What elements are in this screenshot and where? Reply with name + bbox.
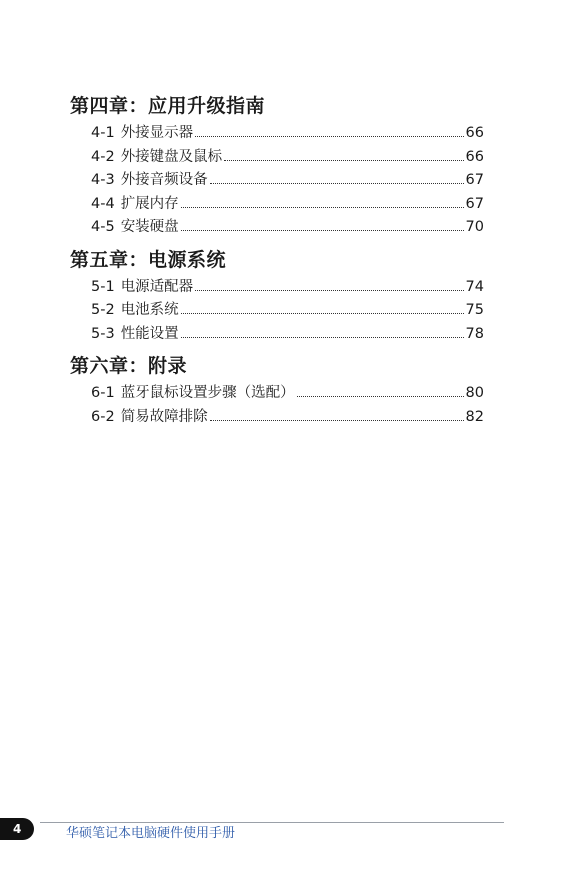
table-of-contents bbox=[70, 92, 484, 429]
chapter-5 bbox=[70, 246, 484, 347]
entry-title: 外接键盘及鼠标 bbox=[120, 148, 223, 165]
entry-title: 扩展内存 bbox=[120, 195, 179, 212]
toc-entry[interactable] bbox=[70, 276, 484, 300]
entry-number: 5-2 bbox=[91, 302, 115, 318]
chapter-6 bbox=[70, 352, 484, 429]
entry-title: 外接音频设备 bbox=[120, 172, 208, 188]
entry-number: 6-2 bbox=[91, 408, 115, 425]
entry-number: 4-2 bbox=[91, 148, 115, 165]
entry-title: 性能设置 bbox=[120, 325, 179, 342]
toc-entry[interactable] bbox=[70, 122, 484, 146]
toc-entry[interactable] bbox=[70, 406, 484, 430]
dot-leader bbox=[210, 183, 464, 184]
page-number-badge: 4 bbox=[0, 818, 34, 840]
entry-title: 简易故障排除 bbox=[120, 408, 208, 425]
entry-title: 电池系统 bbox=[120, 302, 179, 318]
chapter-title: 第六章：附录 bbox=[70, 355, 188, 377]
entry-number: 4-1 bbox=[91, 125, 115, 141]
chapter-title: 第五章：电源系统 bbox=[70, 248, 227, 271]
chapter-title: 第四章：应用升级指南 bbox=[70, 95, 266, 117]
dot-leader bbox=[181, 313, 464, 314]
footer-book-title: 华硕笔记本电脑硬件使用手册 bbox=[66, 826, 236, 841]
entry-page: 80 bbox=[465, 385, 484, 401]
entry-page: 82 bbox=[465, 408, 484, 425]
entry-number: 5-1 bbox=[91, 278, 115, 295]
chapter-4 bbox=[70, 92, 484, 240]
entry-page: 66 bbox=[465, 148, 484, 165]
dot-leader bbox=[181, 207, 464, 208]
dot-leader bbox=[181, 337, 464, 338]
entry-number: 4-3 bbox=[91, 172, 115, 188]
dot-leader bbox=[195, 136, 463, 137]
toc-entry[interactable] bbox=[70, 299, 484, 323]
toc-entry[interactable] bbox=[70, 146, 484, 170]
dot-leader bbox=[297, 396, 464, 397]
entry-page: 78 bbox=[465, 325, 484, 342]
entry-page: 67 bbox=[465, 172, 484, 188]
entry-title: 外接显示器 bbox=[120, 125, 194, 141]
toc-entry[interactable] bbox=[70, 193, 484, 217]
dot-leader bbox=[181, 230, 464, 231]
toc-entry[interactable] bbox=[70, 216, 484, 240]
toc-entry[interactable] bbox=[70, 169, 484, 193]
dot-leader bbox=[210, 420, 464, 421]
entry-number: 5-3 bbox=[91, 325, 115, 342]
toc-entry[interactable] bbox=[70, 323, 484, 347]
toc-entry[interactable] bbox=[70, 382, 484, 406]
entry-number: 4-5 bbox=[91, 219, 115, 235]
entry-page: 75 bbox=[465, 302, 484, 318]
footer-rule bbox=[40, 822, 504, 823]
entry-number: 4-4 bbox=[91, 195, 115, 212]
dot-leader bbox=[224, 160, 463, 161]
entry-number: 6-1 bbox=[91, 385, 115, 401]
entry-page: 70 bbox=[465, 219, 484, 235]
entry-title: 蓝牙鼠标设置步骤（选配） bbox=[120, 385, 295, 401]
dot-leader bbox=[195, 290, 463, 291]
entry-title: 电源适配器 bbox=[120, 278, 194, 295]
entry-page: 67 bbox=[465, 195, 484, 212]
entry-page: 74 bbox=[465, 278, 484, 295]
entry-page: 66 bbox=[465, 125, 484, 141]
entry-title: 安装硬盘 bbox=[120, 219, 179, 235]
